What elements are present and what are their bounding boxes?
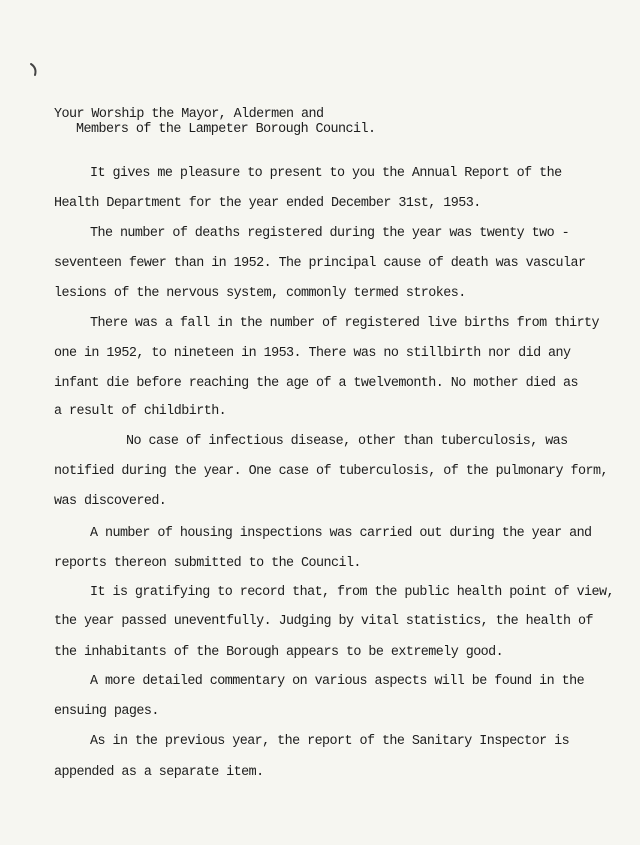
body-text-line: The number of deaths registered during the year was twenty two - [90, 226, 570, 241]
salutation-line: Your Worship the Mayor, Aldermen and [54, 107, 324, 122]
body-text-line: A number of housing inspections was carried out during the year and [90, 526, 592, 541]
salutation-line: Members of the Lampeter Borough Council. [76, 122, 376, 137]
body-text-line: ensuing pages. [54, 704, 159, 719]
body-text-line: notified during the year. One case of tuberculosis, of the pulmonary form, [54, 464, 608, 479]
binding-hole-mark [29, 62, 39, 78]
body-text-line: the inhabitants of the Borough appears to be extremely good. [54, 645, 504, 660]
body-text-line: one in 1952, to nineteen in 1953. There was no stillbirth nor did any [54, 346, 571, 361]
body-text-line: infant die before reaching the age of a twelvemonth. No mother died as [54, 376, 578, 391]
body-text-line: As in the previous year, the report of the Sanitary Inspector is [90, 734, 570, 749]
body-text-line: It is gratifying to record that, from the public health point of view, [90, 585, 614, 600]
body-text-line: Health Department for the year ended December 31st, 1953. [54, 196, 481, 211]
body-text-line: a result of childbirth. [54, 404, 227, 419]
body-text-line: There was a fall in the number of registered live births from thirty [90, 316, 600, 331]
body-text-line: the year passed uneventfully. Judging by vital statistics, the health of [54, 614, 593, 629]
body-text-line: A more detailed commentary on various aspects will be found in the [90, 674, 585, 689]
body-text-line: seventeen fewer than in 1952. The principal cause of death was vascular [54, 256, 586, 271]
body-text-line: reports thereon submitted to the Council. [54, 556, 361, 571]
body-text-line: It gives me pleasure to present to you the Annual Report of the [90, 166, 562, 181]
body-text-line: appended as a separate item. [54, 765, 264, 780]
body-text-line: was discovered. [54, 494, 167, 509]
body-text-line: No case of infectious disease, other than tuberculosis, was [126, 434, 568, 449]
body-text-line: lesions of the nervous system, commonly termed strokes. [54, 286, 466, 301]
